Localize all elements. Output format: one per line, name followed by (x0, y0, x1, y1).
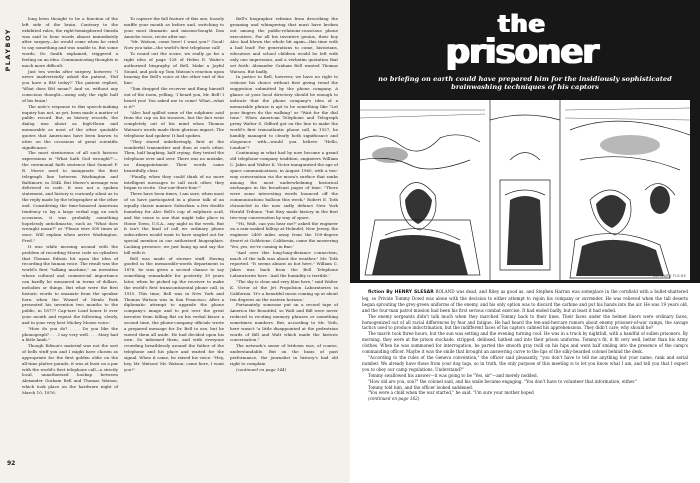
right-page (350, 0, 700, 483)
article-paragraph: "How do you do? . . . Do you like the phonograph? . . . I say very well. . . . Mary had a little lamb." (22, 325, 118, 343)
story-text (362, 289, 688, 473)
left-column-2 (124, 16, 224, 471)
story-text-run: "According to the rules of the Geneva convention," the officer said pleasantly, "you don't have to tell me anything but your name, rank and serial number. We already have those from your dog tags, so in truth, the only purpose of this meeting is to let you know what I am, and tell you that I expect you to obey our camp regulations. Understand?" (362, 354, 688, 372)
story-text-run: "How old are you, son?" the colonel said, and his smile became engaging. "You don't have to volunteer that information, either." (368, 378, 638, 384)
article-paragraph: Continuing in what had by now become a grand old telephone-company tradition, engineers William C. Jakes and Walter K. Victor inaugurated the age of space communications, in August 1960, with a two-way conversation via the moon's surface that ranks among the most underwhelming historical exchanges in the broadcast pages of time. "There were some interesting words bounced off the communications balloon this week," Robert E. Toth chronicled in the now sadly defunct New York Herald Tribune, "but they made history in the first two-way conversation by way of space. (230, 150, 338, 220)
article-paragraph: To round out the scene, we really go for a right idea of page 128 of Helen E. Waite's authorized biography of Bell, Make a Joyful Sound, and pick up Tom Watson's reaction upon hearing the Bell's voice at the other end of the line: (124, 51, 224, 86)
article-paragraph: "Finally, when they could think of no more intelligent messages to call each other, they began to recite. 'Our-our-there-four.'" (124, 173, 224, 191)
article-paragraph: "Tom dropped the receiver and flung himself out of the room, yelling, 'I heard you, Mr. Bell! I heard you! You asked me to come! What—what is it?' (124, 86, 224, 109)
article-paragraph: The note's response to this speech-making inquiry has not, as yet, been made a matter of public record. But, as history records, the dialog was about as high-flown and memorable as most of the other quotable quotes that Americans have been known to utter on the occasions of great scientific significance. (22, 103, 118, 150)
article-paragraph: "'Hi, Walt, can you hear me?' asked the engineer on a rain-soaked hilltop at Holmdel, New Jersey, the engineer 2400 miles away from the 100-degree desert at Goldstone, California, came the answering 'Yes, yes, we're coming in fine.' (230, 220, 338, 249)
illustration-drawing (360, 100, 690, 280)
illustration (360, 100, 690, 280)
article-paragraph: "Alec had spilled some of the sulphuric acid from the cup on his trousers, but the fact went completely out of his mind when Thomas Watson's words made their glorious impact. The telephone had spoken! It had spoken. (124, 109, 224, 138)
article-paragraph: Bell was made of sterner stuff. Having goofed in the memorable-words department in 1876, he was given a second chance to say something remarkable for posterity 39 years later, when he picked up the receiver to make the world's first transcontinental phone call, in 1915. This time, Bell was in New York and Thomas Watson was in San Francisco. After a diplomatic attempt to upgrade the phone company's image and to put over the great inventor from falling flat on his verbal kisser a second time, the phone-company officials wrote a prepared message for Dr. Bell to use, but he waved them all aside. He had decided upon his own. So informed them, and with everyone crowding breathlessly around the father of the telephone and his place and waited for the signal. When it came, he raised his voice: "Hey, hey, Mr. Watson! Mr. Watson, come here, I want you!" (124, 255, 224, 372)
magazine-name-vertical: PLAYBOY (4, 28, 12, 72)
story-dek: no briefing on earth could have prepared him for the insidiously sophisticated brainwashing techniques of his captors (378, 75, 672, 91)
story-paragraph (362, 331, 688, 355)
article-paragraph: The network's sense of letdown was, of course, understandable. But on the basis of past performance, the journalist in history's bad old right to complain (230, 343, 338, 366)
article-paragraph: "Mr. Watson, come here! I want you!" Good! Now you take—the world's first telephone call! (124, 39, 224, 51)
story-text-run: The march took three hours, but the sun was setting and the evening turning cool. He was in a truck by nightfall, with a handful of sullen prisoners. By morning, they were at the prison stockade, stripped, delinsed, bathed and into their prison uniforms. Tommy's fit, it fit very well, better than his Army clothes. When he was summoned for interrogation, he parted the smooth gray twill on his hips and went half smiling into the presence of the camp's commanding officer. Maybe it was the smile that brought an answering curve to the lips of the silky-bearded colonel behind the desk. (362, 331, 688, 355)
article-paragraph: Though Edison's material was not the sort of bells stuff you and I might have chosen as appropriate for the first golden oldie on the all-time platter parade, it was at least on a par with the world's first telephone call—a strictly local, unauthorized hookup between Alexander Graham Bell and Thomas Watson, which took place on the hardware night of March 10, 1876. (22, 343, 118, 395)
story-title (442, 12, 602, 72)
title-prisoner: prisoner (445, 32, 599, 72)
story-paragraph (362, 355, 688, 373)
illustration-credit: BERNARD FUCHS (653, 274, 686, 278)
story-continued-note[interactable]: (continued on page 162) (368, 396, 420, 402)
article-paragraph: There have been times, I am sure, when most of us have participated in a phone talk of an equally classic manner. Suburban: a few double homebuy for Alec Bell's cup of sulphuric acid, and the sense is one that might take place in Home Town, U.S.A., any night in the week. But it isn't the kind of call we ordinary phone subscribers would want to have singled out for special mention in our authorized biographies. Lacking presence, we just hung up and say the bill with it. (124, 191, 224, 255)
article-paragraph: To capture the full feature of this one, loosely muffle your mouth as before and, switching to your most dramatic and mission-bought Don Ameche voice, recite after me: (124, 16, 224, 39)
continued-note[interactable]: (continued on page 144) (236, 366, 287, 372)
article-paragraph: "The sky is clear and very blue here," said Walter K. Victor at the Jet Propulsion Laboratories in California. 'It's a beautiful moon coming up at about ten degrees on the eastern horizon.' (230, 278, 338, 302)
article-paragraph: Bell's biographer refrains from describing the groaning and whimpering that must have broken out among the public-relations-conscious phone executives. For all his inventive genius, their boy Alec had blown the whole bit again—this time with a bad lead! For generations to come, historians, educators and school children would be left with only one impression, and a verbatim quotation that set forth: Alexander Graham Bell wanted Thomas Watson. But badly. (230, 16, 338, 74)
left-column-3 (230, 16, 338, 471)
left-column-1 (22, 16, 118, 471)
article-paragraph: Just ten weeks after surgery, however, "I never inadvertently asked the patient, 'Did you have a BM today?' The patient replied, 'What does BM mean?' And so, without any conscious thought—using only the right half of his brain! (22, 68, 118, 103)
story-text-run: Tommy swallowed his answer—it was going to be "Yes, sir"—and merely nodded. (368, 372, 538, 378)
title-the: the (498, 10, 546, 38)
article-paragraph: "And over this long-long-distance connection, much of the talk was about the weather," Mr. Toth reported. "It seems almost as hot here," William C. Jakes was back from the Bell Telephone Laboratories here. 'And the humidity is terrible.' (230, 249, 338, 279)
article-paragraph: long been thought to be a function of the left side of the brain. Contrary to the exhibited rules, the right-hemisphered Omeda was said to hear words almost immediately after surgery—he would come when he cried to say something and was unable to. But some words, Dr. Smith explained, triggered a feeling on an idea. Communicating thoughts is much more difficult. (22, 16, 118, 68)
story-text-run: "You were a child when the war started," he said. "I'm sure your mother hoped (368, 390, 534, 396)
article-paragraph: The most stentorious of all such historic expressions is "What hath God wrought?"—the ceremonial faith sentence that Samuel F. B. Morse used to inaugurate the first telegraph line between Washington and Baltimore, in 1844. But Morse's message was delivered in code. It was not a spoken statement, and history is curiously silent as to the reply made by the telegrapher at the other end. Considering the time-honored American tendency to lay a large verbal egg on such occasions, it was probably something hopelessly anticlimactic, such as "What does wrought mean?" or "Please wire 300 times at once. Will explain when arrive Washington. Fred." (22, 150, 118, 244)
story-text-run: ROLAND was dead, and Riley as good as, and Stephen Harran was someplace in the cornfield with a bullet-shattered leg, so Private Tommy Dowd was alone with the decision to either attempt to rejoin his company or surrender. He was relieved when the tall deserts began sprouting the grey-green uniforms of the enemy, and his only option was to discard the carbine and put his hands into the air. He was 19 years old, and the four-man patrol mission had been his first serious combat exercise. It had ended badly, but at least it had ended. (362, 289, 688, 313)
article-paragraph: In justice to Bell, however, we have no right to criticize his choice without first giving tread the suggestion submitted by the phone company. A glance at your local directory should be enough to indicate that the phone company's idea of a memorable phrase is apt to be something like "Let your fingers do the walking" or "Wait for the dial tone." When American Telephone and Telegraph prexy Walter S. Gifford got on the line to make the world's first transatlantic phone call, in 1927, he handily managed to clearly both significance and eloquence with—would you believe "Hello, London"? (230, 74, 338, 150)
page-number: 92 (7, 460, 16, 467)
byline: fiction By HENRY SLESAR (368, 290, 434, 295)
story-header (350, 0, 700, 283)
story-text-run: Tommy told him, and the officer looked saddened. (368, 384, 474, 390)
article-paragraph: "They stared unbelievingly, first at the wonderful transmitter and then at each other. Then, half laughing, half crying, they tested the telephone over and over. There was no mistake, no disappointment. Their words came beautifully clear. (124, 138, 224, 173)
article-paragraph: Fortunately, someone put on a record tape of America the Beautiful, so Walt and Bill were never reduced to reciting memory phrases or something sometimes numbers. But, according to Mr. Toth, here wasn't "a little disappointed at the pedestrian words of Bill and Walt which made the historic conversation." (230, 302, 338, 343)
article-paragraph: It was while messing around with the problem of recording Morse code on cylinders that Thomas Edison hit upon the idea of recording the human voice. The result was the world's first "talking machine," an invention whose cultural and commercial importance can hardly be measured in terms of dollars, melodies or things. But what were the first historic words to emanate from the speaker horn when the Wizard of Menlo Park presented his invention two months to the public, in 1877? Cap-tare Load boner It over your mouth and repeat the following, slowly, and in your very best Mickey Mouse voice: (22, 243, 118, 325)
story-paragraph (362, 289, 688, 314)
story-text-run: The enemy sergeants didn't talk much when they marched Tommy back to their lines. Their faces under the helmet liners were ordinary faces, homogenized out of all racial differences by fear and fatigue. He had heard the ten-and-hercare rumors about enemy prisoner-of-war camps, the savage tactics used to produce indoctrination, but the indifferent faces of his captors calmed his apprehensions. They didn't care; why should he? (362, 313, 688, 331)
story-paragraph (362, 314, 688, 332)
